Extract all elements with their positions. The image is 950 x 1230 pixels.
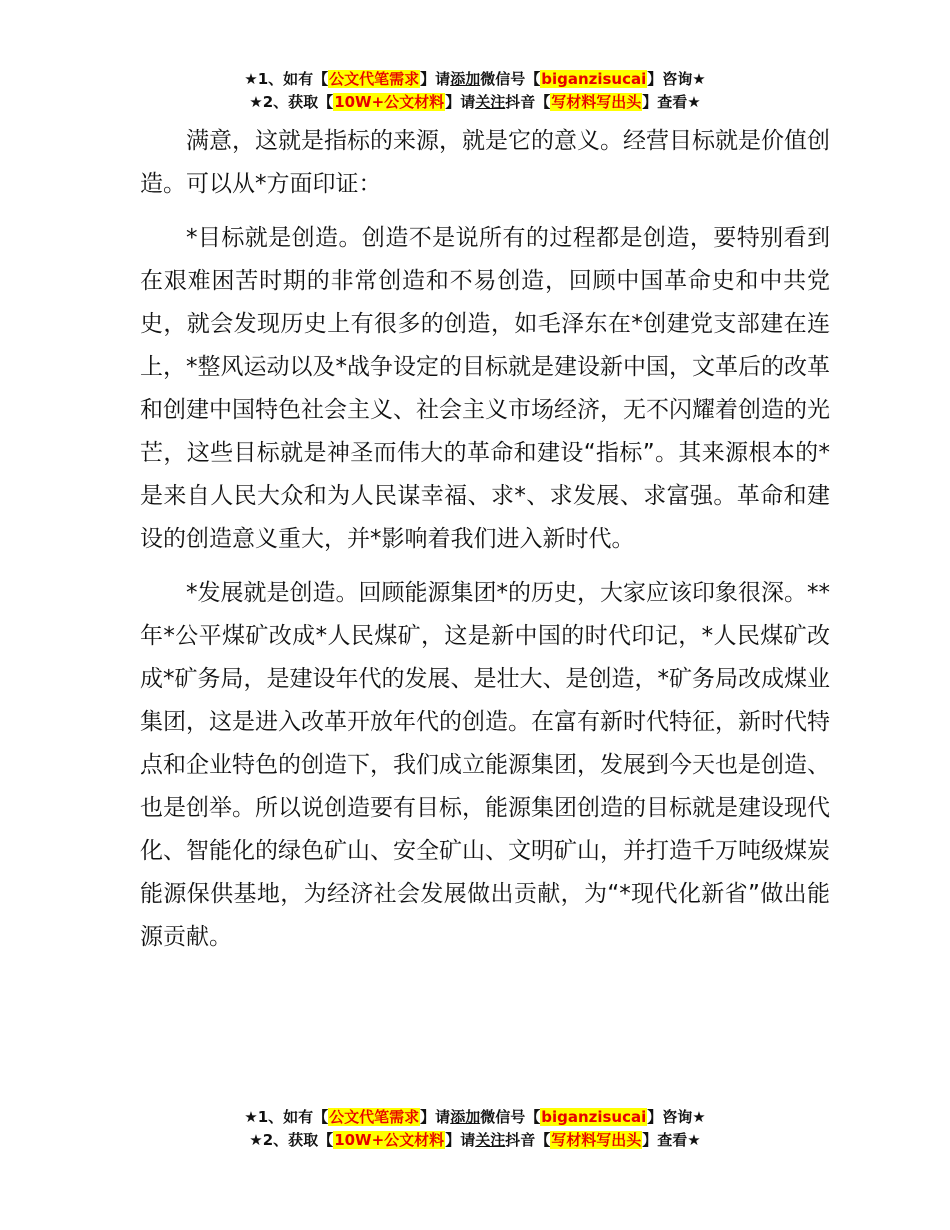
materials-highlight: 10W+公文材料: [334, 93, 445, 111]
banner-line-2: ★2、获取【10W+公文材料】请关注抖音【写材料写出头】查看★: [249, 1131, 701, 1149]
banner-line-1: ★1、如有【公文代笔需求】请添加微信号【biganzisucai】咨询★: [244, 1108, 706, 1126]
wechat-id-highlight: biganzisucai: [541, 1108, 647, 1126]
paragraph: *目标就是创造。创造不是说所有的过程都是创造，要特别看到在艰难困苦时期的非常创造和不易创造，回顾中国革命史和中共党史，就会发现历史上有很多的创造，如毛泽东在*创建党支部建在连上，*整风运动以及*战争设定的目标就是建设新中国，文革后的改革和创建中国特色社会主义、社会主义市场经济，无不闪耀着创造的光芒，这些目标就是神圣而伟大的革命和建设“指标”。其来源根本的*是来自人民大众和为人民谋幸福、求*、求发展、求富强。革命和建设的创造意义重大，并*影响着我们进入新时代。: [140, 225, 830, 552]
banner-line-2: ★2、获取【10W+公文材料】请关注抖音【写材料写出头】查看★: [249, 93, 701, 111]
service-highlight: 公文代笔需求: [329, 70, 420, 88]
wechat-id-highlight: biganzisucai: [541, 70, 647, 88]
footer-banner: [0, 1106, 950, 1152]
douyin-highlight: 写材料写出头: [551, 93, 642, 111]
header-banner: [0, 68, 950, 114]
douyin-highlight: 写材料写出头: [551, 1131, 642, 1149]
service-highlight: 公文代笔需求: [329, 1108, 420, 1126]
document-body: [140, 120, 830, 970]
paragraph: *发展就是创造。回顾能源集团*的历史，大家应该印象很深。**年*公平煤矿改成*人民煤矿，这是新中国的时代印记，*人民煤矿改成*矿务局，是建设年代的发展、是壮大、是创造，*矿务局改成煤业集团，这是进入改革开放年代的创造。在富有新时代特征，新时代特点和企业特色的创造下，我们成立能源集团，发展到今天也是创造、也是创举。所以说创造要有目标，能源集团创造的目标就是建设现代化、智能化的绿色矿山、安全矿山、文明矿山，并打造千万吨级煤炭能源保供基地，为经济社会发展做出贡献，为“*现代化新省”做出能源贡献。: [140, 580, 830, 950]
banner-line-1: ★1、如有【公文代笔需求】请添加微信号【biganzisucai】咨询★: [244, 70, 706, 88]
paragraph: 满意，这就是指标的来源，就是它的意义。经营目标就是价值创造。可以从*方面印证：: [140, 128, 830, 197]
materials-highlight: 10W+公文材料: [334, 1131, 445, 1149]
